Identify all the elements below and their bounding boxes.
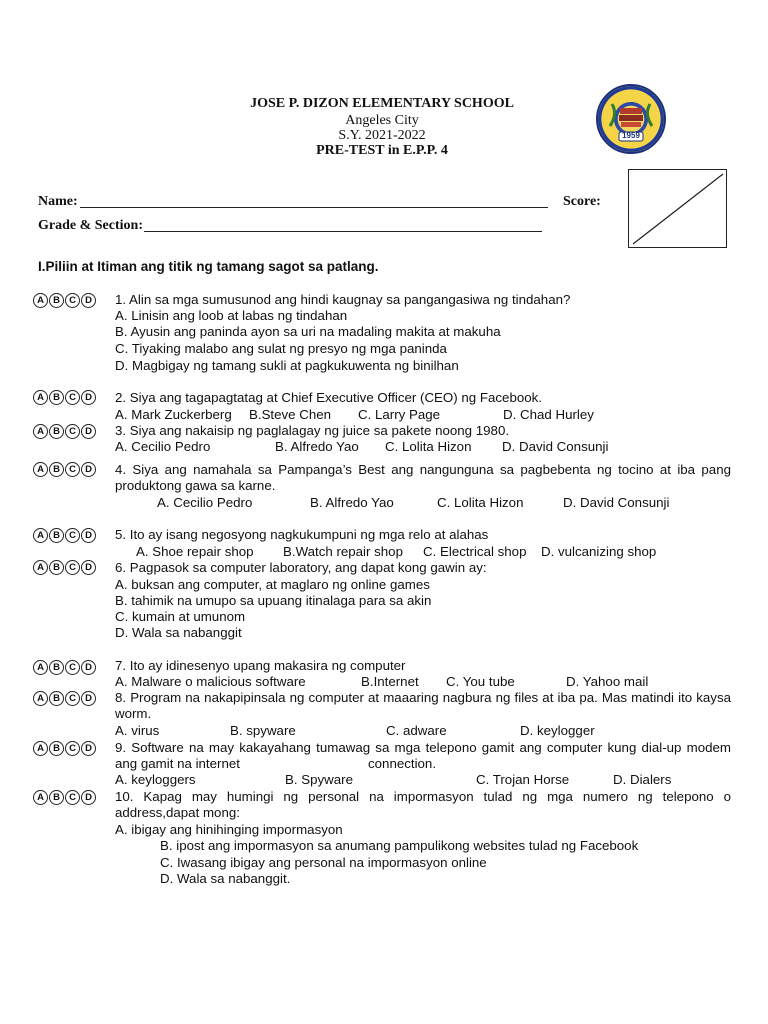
question-3-text: 3. Siya ang nakaisip ng paglalagay ng juice sa pakete noong 1980. xyxy=(115,423,510,438)
q10-option-a: A. ibigay ang hinihinging impormasyon xyxy=(115,822,343,837)
question-10-text: 10. Kapag may humingi ng personal na impormasyon tulad ng mga numero ng telepono o address,dapat mong: xyxy=(115,789,731,820)
q2-option-c: C. Larry Page xyxy=(358,407,441,422)
q2-option-a: A. Mark Zuckerberg xyxy=(115,407,232,422)
q10-option-b: B. ipost ang impormasyon sa anumang pampulikong websites tulad ng Facebook xyxy=(160,838,639,853)
seal-year: 1959 xyxy=(622,131,640,140)
q6-option-c: C. kumain at umunom xyxy=(115,609,246,624)
q6-option-d: D. Wala sa nabanggit xyxy=(115,625,242,640)
answer-bubbles-q9[interactable] xyxy=(33,741,96,756)
bubble-c[interactable]: C xyxy=(65,660,80,675)
q5-option-a: A. Shoe repair shop xyxy=(136,544,254,559)
q9-option-a: A. keyloggers xyxy=(115,772,196,787)
bubble-d[interactable]: D xyxy=(81,390,96,405)
q1-option-a: A. Linisin ang loob at labas ng tindahan xyxy=(115,308,348,323)
answer-bubbles-q8[interactable] xyxy=(33,691,96,706)
q4-option-a: A. Cecilio Pedro xyxy=(157,495,253,510)
question-6-text: 6. Pagpasok sa computer laboratory, ang dapat kong gawin ay: xyxy=(115,560,487,575)
q8-option-b: B. spyware xyxy=(230,723,296,738)
answer-bubbles-q7[interactable] xyxy=(33,660,96,675)
bubble-d[interactable]: D xyxy=(81,560,96,575)
bubble-d[interactable]: D xyxy=(81,691,96,706)
answer-bubbles-q4[interactable] xyxy=(33,462,96,477)
q2-option-d: D. Chad Hurley xyxy=(503,407,594,422)
q2-option-b: B.Steve Chen xyxy=(249,407,332,422)
bubble-d[interactable]: D xyxy=(81,741,96,756)
q7-option-a: A. Malware o malicious software xyxy=(115,674,306,689)
bubble-a[interactable]: A xyxy=(33,390,48,405)
question-4-text: 4. Siya ang namahala sa Pampanga’s Best ang nangunguna sa pagbebenta ng tocino at iba pang produktong gawa sa karne. xyxy=(115,462,731,493)
bubble-c[interactable]: C xyxy=(65,560,80,575)
question-5-text: 5. Ito ay isang negosyong nagkukumpuni ng mga relo at alahas xyxy=(115,527,489,542)
q1-option-c: C. Tiyaking malabo ang sulat ng presyo ng mga paninda xyxy=(115,341,447,356)
q5-option-b: B.Watch repair shop xyxy=(283,544,403,559)
bubble-a[interactable]: A xyxy=(33,293,48,308)
score-box-diagonal xyxy=(629,170,726,247)
bubble-a[interactable]: A xyxy=(33,741,48,756)
bubble-b[interactable]: B xyxy=(49,424,64,439)
bubble-d[interactable]: D xyxy=(81,293,96,308)
q9-option-c: C. Trojan Horse xyxy=(476,772,570,787)
answer-bubbles-q6[interactable] xyxy=(33,560,96,575)
bubble-a[interactable]: A xyxy=(33,660,48,675)
bubble-b[interactable]: B xyxy=(49,560,64,575)
bubble-a[interactable]: A xyxy=(33,691,48,706)
question-2-text: 2. Siya ang tagapagtatag at Chief Executive Officer (CEO) ng Facebook. xyxy=(115,390,542,405)
q10-option-d: D. Wala sa nabanggit. xyxy=(160,871,291,886)
bubble-b[interactable]: B xyxy=(49,462,64,477)
q9-option-b: B. Spyware xyxy=(285,772,353,787)
q4-option-d: D. David Consunji xyxy=(563,495,670,510)
bubble-d[interactable]: D xyxy=(81,462,96,477)
q6-option-b: B. tahimik na umupo sa upuang itinalaga para sa akin xyxy=(115,593,432,608)
grade-section-field-line[interactable] xyxy=(144,231,542,232)
bubble-a[interactable]: A xyxy=(33,790,48,805)
q9-option-d: D. Dialers xyxy=(613,772,672,787)
bubble-c[interactable]: C xyxy=(65,390,80,405)
q8-option-c: C. adware xyxy=(386,723,447,738)
name-field-line[interactable] xyxy=(80,207,548,208)
q1-option-b: B. Ayusin ang paninda ayon sa uri na madaling makita at makuha xyxy=(115,324,501,339)
bubble-b[interactable]: B xyxy=(49,390,64,405)
instruction-text: I.Piliin at Itiman ang titik ng tamang sagot sa patlang. xyxy=(38,259,379,274)
answer-bubbles-q1[interactable] xyxy=(33,293,96,308)
bubble-b[interactable]: B xyxy=(49,691,64,706)
q5-option-d: D. vulcanizing shop xyxy=(541,544,657,559)
bubble-a[interactable]: A xyxy=(33,424,48,439)
bubble-b[interactable]: B xyxy=(49,741,64,756)
bubble-c[interactable]: C xyxy=(65,790,80,805)
q3-option-d: D. David Consunji xyxy=(502,439,609,454)
q8-option-a: A. virus xyxy=(115,723,160,738)
bubble-c[interactable]: C xyxy=(65,691,80,706)
school-name: JOSE P. DIZON ELEMENTARY SCHOOL xyxy=(250,96,514,111)
question-7-text: 7. Ito ay idinesenyo upang makasira ng computer xyxy=(115,658,406,673)
bubble-c[interactable]: C xyxy=(65,293,80,308)
bubble-d[interactable]: D xyxy=(81,790,96,805)
q4-option-c: C. Lolita Hizon xyxy=(437,495,524,510)
bubble-b[interactable]: B xyxy=(49,293,64,308)
bubble-c[interactable]: C xyxy=(65,741,80,756)
question-9-text: 9. Software na may kakayahang tumawag sa mga telepono gamit ang computer kung dial-up modem ang gamit na internet xyxy=(115,740,731,771)
bubble-a[interactable]: A xyxy=(33,462,48,477)
q3-option-c: C. Lolita Hizon xyxy=(385,439,472,454)
answer-bubbles-q2[interactable] xyxy=(33,390,96,405)
question-1-text: 1. Alin sa mga sumusunod ang hindi kaugnay sa pangangasiwa ng tindahan? xyxy=(115,292,571,307)
bubble-d[interactable]: D xyxy=(81,660,96,675)
bubble-b[interactable]: B xyxy=(49,528,64,543)
bubble-d[interactable]: D xyxy=(81,424,96,439)
q3-option-b: B. Alfredo Yao xyxy=(275,439,359,454)
school-year: S.Y. 2021-2022 xyxy=(338,128,426,143)
answer-bubbles-q5[interactable] xyxy=(33,528,96,543)
question-9-text-tail: connection. xyxy=(368,756,437,771)
test-title: PRE-TEST in E.P.P. 4 xyxy=(316,143,448,158)
bubble-c[interactable]: C xyxy=(65,462,80,477)
question-8-text: 8. Program na nakapipinsala ng computer at maaaring nagbura ng files at iba pa. Mas matindi ito kaysa worm. xyxy=(115,690,731,721)
bubble-b[interactable]: B xyxy=(49,660,64,675)
q7-option-b: B.Internet xyxy=(361,674,419,689)
seal-emblem-icon xyxy=(598,86,664,152)
q7-option-c: C. You tube xyxy=(446,674,515,689)
answer-bubbles-q3[interactable] xyxy=(33,424,96,439)
q1-option-d: D. Magbigay ng tamang sukli at pagkukuwenta ng binilhan xyxy=(115,358,459,373)
school-city: Angeles City xyxy=(345,113,419,128)
bubble-c[interactable]: C xyxy=(65,528,80,543)
q7-option-d: D. Yahoo mail xyxy=(566,674,649,689)
q3-option-a: A. Cecilio Pedro xyxy=(115,439,211,454)
bubble-a[interactable]: A xyxy=(33,528,48,543)
grade-section-label: Grade & Section: xyxy=(38,218,143,233)
answer-bubbles-q10[interactable] xyxy=(33,790,96,805)
school-seal-logo xyxy=(596,84,666,154)
bubble-b[interactable]: B xyxy=(49,790,64,805)
q8-option-d: D. keylogger xyxy=(520,723,595,738)
score-label: Score: xyxy=(563,194,601,209)
q6-option-a: A. buksan ang computer, at maglaro ng online games xyxy=(115,577,430,592)
q4-option-b: B. Alfredo Yao xyxy=(310,495,394,510)
name-label: Name: xyxy=(38,194,78,209)
score-box[interactable] xyxy=(628,169,727,248)
q10-option-c: C. Iwasang ibigay ang personal na impormasyon online xyxy=(160,855,487,870)
q5-option-c: C. Electrical shop xyxy=(423,544,527,559)
bubble-a[interactable]: A xyxy=(33,560,48,575)
bubble-c[interactable]: C xyxy=(65,424,80,439)
bubble-d[interactable]: D xyxy=(81,528,96,543)
